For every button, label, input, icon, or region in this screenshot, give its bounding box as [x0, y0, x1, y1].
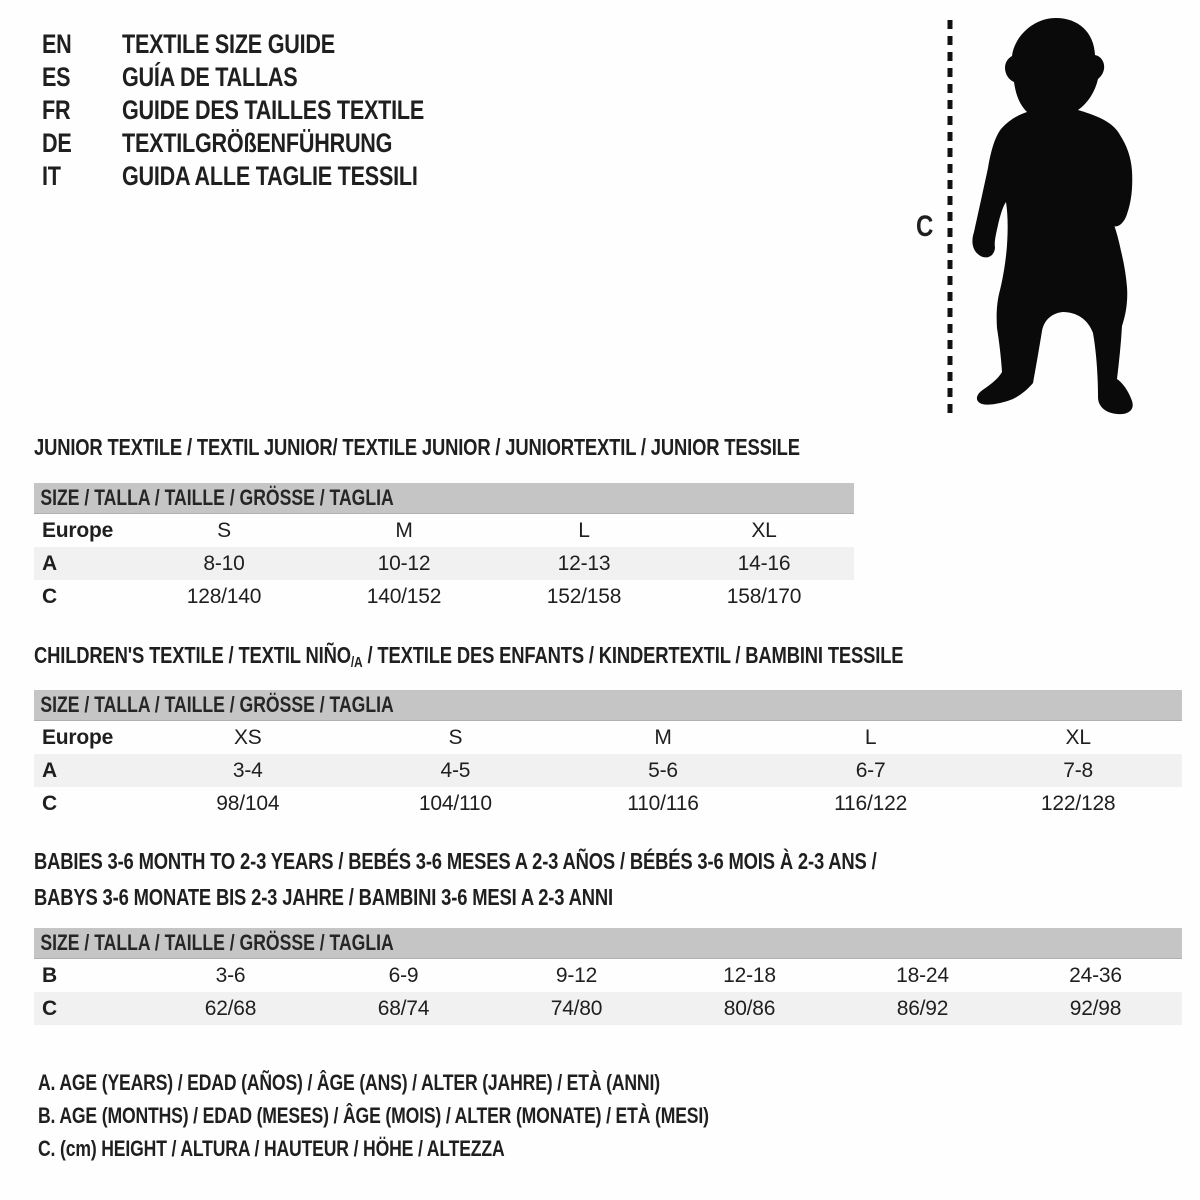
- size-header-bar: [34, 690, 1182, 721]
- table-cell: 122/128: [1040, 791, 1116, 815]
- row-label: Europe: [42, 725, 114, 749]
- junior-section-title-text: JUNIOR TEXTILE / TEXTIL JUNIOR/ TEXTILE JUNIOR / JUNIORTEXTIL / JUNIOR TESSILE: [34, 434, 800, 460]
- language-row-en: [42, 28, 424, 61]
- language-code: EN: [42, 29, 72, 59]
- babies-title-line2-text: BABYS 3-6 MONATE BIS 2-3 JAHRE / BAMBINI 3-6 MESI A 2-3 ANNI: [34, 884, 613, 910]
- guide-title-es: GUÍA DE TALLAS: [122, 62, 298, 92]
- table-cell: M: [654, 725, 672, 749]
- table-row-months: [34, 959, 1182, 992]
- table-cell: XL: [751, 518, 777, 542]
- table-cell: 86/92: [896, 996, 949, 1020]
- size-header-label: SIZE / TALLA / TAILLE / GRÖSSE / TAGLIA: [40, 930, 394, 955]
- children-title-subscript: /A: [350, 654, 363, 671]
- table-cell: XS: [233, 725, 262, 749]
- guide-title-it: GUIDA ALLE TAGLIE TESSILI: [122, 161, 418, 191]
- table-cell: 128/140: [186, 584, 262, 608]
- children-title-prefix: CHILDREN'S TEXTILE / TEXTIL NIÑO: [34, 642, 351, 668]
- language-row-it: [42, 160, 424, 193]
- table-cell: L: [864, 725, 877, 749]
- table-cell: XL: [1065, 725, 1091, 749]
- language-row-es: [42, 61, 424, 94]
- table-row-height: [34, 580, 854, 613]
- row-label: A: [42, 551, 57, 575]
- baby-silhouette: [972, 18, 1132, 414]
- table-cell: 18-24: [896, 963, 949, 987]
- table-cell: S: [217, 518, 231, 542]
- guide-title-de: TEXTILGRÖßENFÜHRUNG: [122, 128, 393, 158]
- row-label: C: [42, 996, 57, 1020]
- children-size-table: [34, 690, 1182, 820]
- row-label: A: [42, 758, 57, 782]
- table-cell: 14-16: [737, 551, 791, 575]
- junior-section-title: [34, 434, 800, 461]
- table-cell: 7-8: [1063, 758, 1094, 782]
- babies-section-title-line1: [34, 848, 877, 875]
- table-cell: 3-6: [215, 963, 246, 987]
- table-cell: 92/98: [1069, 996, 1122, 1020]
- guide-title-fr: GUIDE DES TAILLES TEXTILE: [122, 95, 425, 125]
- measure-legend: [38, 1070, 876, 1169]
- table-cell: 3-4: [232, 758, 263, 782]
- row-label: C: [42, 791, 57, 815]
- table-cell: L: [578, 518, 590, 542]
- table-cell: 6-7: [855, 758, 886, 782]
- table-cell: 5-6: [648, 758, 678, 782]
- babies-size-table: [34, 928, 1182, 1025]
- legend-line-c: C. (cm) HEIGHT / ALTURA / HAUTEUR / HÖHE / ALTEZZA: [38, 1136, 505, 1161]
- table-cell: 80/86: [723, 996, 776, 1020]
- table-cell: 116/122: [834, 791, 908, 815]
- language-code: DE: [42, 128, 72, 158]
- legend-line-a: A. AGE (YEARS) / EDAD (AÑOS) / ÂGE (ANS) / ALTER (JAHRE) / ETÀ (ANNI): [38, 1070, 660, 1095]
- language-code: ES: [42, 62, 71, 92]
- table-cell: 9-12: [555, 963, 598, 987]
- table-cell: 12-13: [557, 551, 611, 575]
- size-header-label: SIZE / TALLA / TAILLE / GRÖSSE / TAGLIA: [40, 692, 394, 717]
- language-title-list: [42, 28, 520, 193]
- table-row-age: [34, 754, 1182, 787]
- table-cell: S: [448, 725, 463, 749]
- children-section-title: [34, 642, 903, 669]
- table-cell: 158/170: [726, 584, 802, 608]
- table-cell: 152/158: [546, 584, 622, 608]
- table-cell: 98/104: [216, 791, 280, 815]
- size-header-label: SIZE / TALLA / TAILLE / GRÖSSE / TAGLIA: [40, 485, 394, 510]
- table-row-europe: [34, 721, 1182, 754]
- baby-height-figure: [898, 8, 1150, 422]
- language-code: FR: [42, 95, 71, 125]
- table-cell: M: [395, 518, 413, 542]
- table-cell: 8-10: [203, 551, 245, 575]
- size-header-bar: [34, 483, 854, 514]
- table-cell: 74/80: [550, 996, 603, 1020]
- table-row-europe: [34, 514, 854, 547]
- language-row-fr: [42, 94, 424, 127]
- babies-section-title-line2: [34, 884, 613, 911]
- language-code: IT: [42, 161, 61, 191]
- table-cell: 6-9: [388, 963, 419, 987]
- junior-size-table: [34, 483, 854, 613]
- size-header-bar: [34, 928, 1182, 959]
- row-label: C: [42, 584, 57, 608]
- row-label: Europe: [42, 518, 114, 542]
- table-row-height: [34, 992, 1182, 1025]
- table-cell: 110/116: [627, 791, 699, 815]
- height-measure-label: C: [916, 210, 934, 243]
- row-label: B: [42, 963, 57, 987]
- table-cell: 62/68: [204, 996, 257, 1020]
- table-cell: 24-36: [1069, 963, 1122, 987]
- table-cell: 104/110: [418, 791, 492, 815]
- table-cell: 10-12: [377, 551, 431, 575]
- babies-title-line1-text: BABIES 3-6 MONTH TO 2-3 YEARS / BEBÉS 3-6 MESES A 2-3 AÑOS / BÉBÉS 3-6 MOIS À 2-3 ANS /: [34, 848, 877, 874]
- table-cell: 4-5: [440, 758, 471, 782]
- table-row-height: [34, 787, 1182, 820]
- table-row-age: [34, 547, 854, 580]
- table-cell: 140/152: [366, 584, 442, 608]
- guide-title-en: TEXTILE SIZE GUIDE: [122, 29, 335, 59]
- children-title-suffix: / TEXTILE DES ENFANTS / KINDERTEXTIL / BAMBINI TESSILE: [362, 642, 904, 668]
- table-cell: 68/74: [377, 996, 430, 1020]
- legend-line-b: B. AGE (MONTHS) / EDAD (MESES) / ÂGE (MOIS) / ALTER (MONATE) / ETÀ (MESI): [38, 1103, 709, 1128]
- language-row-de: [42, 127, 424, 160]
- table-cell: 12-18: [723, 963, 776, 987]
